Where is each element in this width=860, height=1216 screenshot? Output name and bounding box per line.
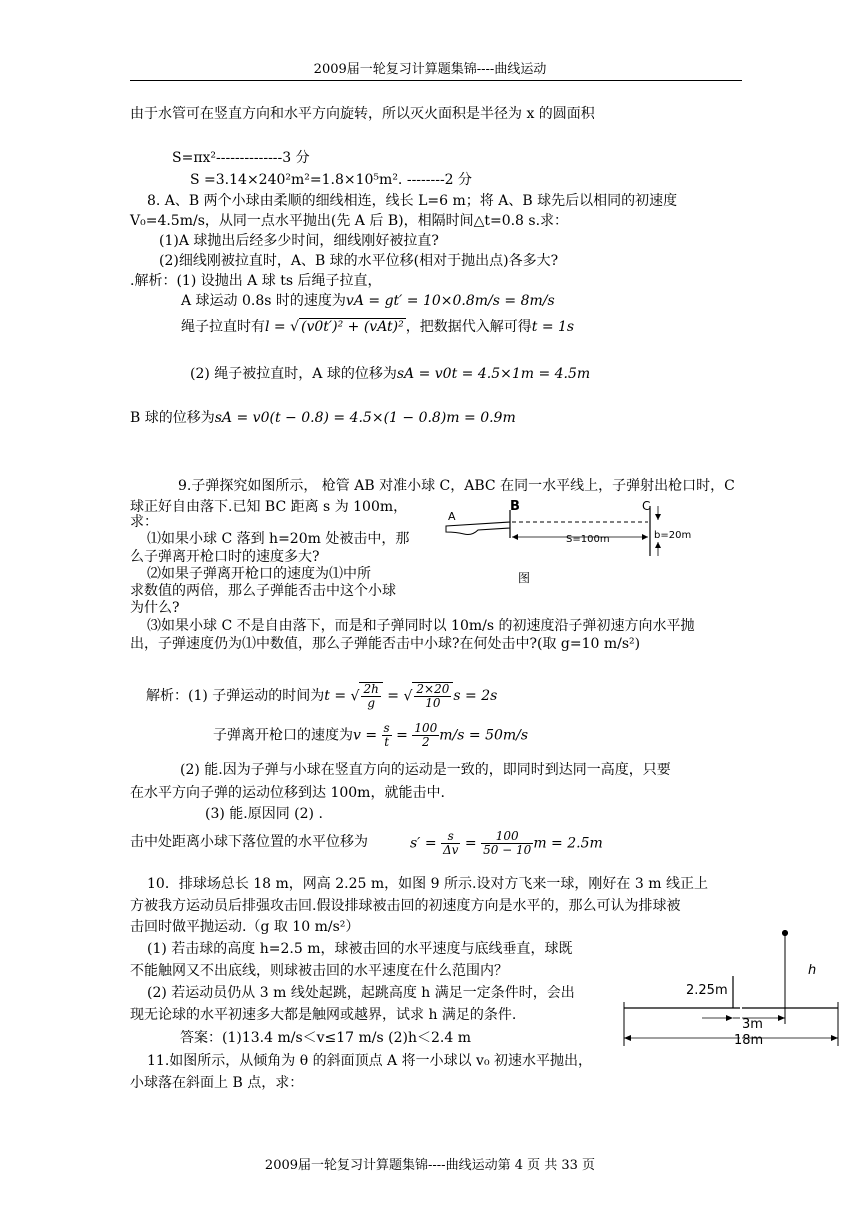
q9-sol5-lhs: s′ = [410, 835, 441, 852]
q9-sol2-text: 子弹离开枪口的速度为 [213, 727, 353, 744]
q9-sub2c: 为什么? [130, 600, 180, 616]
q11-line2: 小球落在斜面上 B 点，求： [130, 1075, 304, 1091]
q8-sol4-text: (2) 绳子被拉直时，A 球的位移为 [190, 366, 397, 382]
q9-sub1b: 么子弹离开枪口时的速度多大? [130, 549, 320, 565]
fig-label-a: A [448, 510, 456, 523]
q9-sol1-sqrt1: √ $\frac{2h}{g}$ [351, 682, 383, 710]
q9-gun-diagram [438, 498, 708, 588]
q9-sol1-f1-num: 2h [363, 682, 379, 696]
q9-sol5-tail: m = 2.5m [533, 835, 603, 852]
fig-label-b20: b=20m [654, 530, 692, 541]
q9-sol2-f2-num: 100 [414, 721, 438, 735]
q10-sub1a: (1) 若击球的高度 h=2.5 m，球被击回的水平速度与底线垂直，球既 [147, 941, 573, 957]
eighteen-m-arrowhead [624, 1035, 631, 1041]
q9-solution-3b: 在水平方向子弹的运动位移到达 100m，就能击中. [130, 785, 445, 801]
q10-line3: 击回时做平抛运动.（g 取 10 m/s²） [130, 919, 360, 935]
q9-solution-2: 子弹离开枪口的速度为v = $\frac{s}{t}$ = $\frac{100}{2}$ m/s = 50m/s [213, 721, 529, 750]
q9-sol2-f1-den: t [384, 735, 390, 750]
q8-sol4-eq: sA = v0t = 4.5×1m = 4.5m [396, 366, 591, 382]
q9-sol5-f1-num: s [441, 830, 460, 844]
q8-sol3-text: 绳子拉直时有 [181, 318, 265, 335]
page-footer: 2009届一轮复习计算题集锦----曲线运动第 4 页 共 33 页 [264, 1158, 596, 1173]
three-m-arrowhead [726, 1015, 733, 1021]
q9-sol5-text: 击中处距离小球下落位置的水平位移为 [130, 834, 368, 850]
q9-sol2-f1-num: s [383, 721, 390, 735]
q8-solution-4 [190, 366, 590, 383]
q9-sol2-tail: m/s = 50m/s [439, 727, 529, 744]
q9-sol1-f2-num: 2×20 [416, 682, 450, 696]
q10-sub2b: 现无论球的水平初速多大都是触网或越界，试求 h 满足的条件. [130, 1007, 517, 1023]
distance-arrow-right [642, 534, 648, 540]
q8-line1: 8. A、B 两个小球由柔顺的细线相连，线长 L=6 m；将 A、B 球先后以相同的初速度 [147, 193, 678, 209]
q10-sub1b: 不能触网又不出底线，则球被击回的水平速度在什么范围内？ [130, 963, 508, 979]
eighteen-m-label: 18m [734, 1033, 764, 1048]
q10-volleyball-court-diagram [622, 926, 764, 1050]
q9-sol5-f1-den: Δv [443, 843, 459, 858]
intro-line: 由于水管可在竖直方向和水平方向旋转，所以灭火面积是半径为 x 的圆面积 [130, 106, 595, 122]
fig-label-b: B [510, 499, 520, 514]
q9-sub3a: ⑶如果小球 C 不是自由落下，而是和子弹同时以 10m/s 的初速度沿子弹初速方向水平抛 [147, 618, 695, 634]
q11-line1: 11.如图所示，从倾角为 θ 的斜面顶点 A 将一小球以 v₀ 初速水平抛出， [147, 1053, 593, 1069]
distance-arrow-left [512, 534, 518, 540]
q8-sol3-result: t = 1s [531, 318, 575, 335]
q9-sol1-sqrt2: √ $\frac{2\times 20}{10}$ [403, 682, 453, 710]
q9-solution-4: (3) 能.原因同 (2) . [205, 806, 323, 822]
q8-sol3-sqrt: √ (v0t′)² + (vAt)² [290, 319, 404, 335]
eighteen-m-arrowhead-right [831, 1035, 838, 1041]
fig-caption: 图 [518, 571, 531, 585]
q8-sub2: (2)细线刚被拉直时，A、B 球的水平位移(相对于抛出点)各多大? [159, 253, 559, 269]
q9-sol1-f1-den: g [367, 696, 375, 711]
q10-line1: 10．排球场总长 18 m，网高 2.25 m，如图 9 所示.设对方飞来一球，刚好在 3 m 线正上 [147, 876, 708, 892]
three-m-arrowhead-right [778, 1015, 785, 1021]
q9-solution-1: 解析：(1) 子弹运动的时间为t = √ $\frac{2h}{g}$ = √ $\frac{2\times 20}{10}$ s = 2s [146, 682, 498, 711]
q8-solution-2 [181, 293, 555, 310]
q9-line1: 9.子弹探究如图所示， 枪管 AB 对准小球 C，ABC 在同一水平线上，子弹射出枪口时，C [178, 478, 735, 494]
gun-barrel-shape [446, 522, 510, 535]
q8-sol3-tail: ，把数据代入解可得 [405, 318, 532, 335]
q9-solution-3a: (2) 能.因为子弹与小球在竖直方向的运动是一致的，即同时到达同一高度，只要 [180, 762, 671, 778]
net-height-label: 2.25m [686, 983, 728, 998]
three-m-label: 3m [742, 1017, 763, 1032]
q8-sol5-text: B 球的位移为 [130, 410, 215, 426]
q8-sol3-radicand: (v0t′)² + (vAt)² [301, 319, 404, 335]
fig-label-c: C [642, 499, 651, 513]
q10-diagram-right [742, 926, 842, 1050]
q10-sub2a: (2) 若运动员仍从 3 m 线处起跳，起跳高度 h 满足一定条件时，会出 [147, 985, 575, 1001]
q9-sol5-f2-num: 100 [481, 830, 533, 844]
q9-sol2-lhs: v = [353, 727, 382, 744]
q8-sub1: (1)A 球抛出后经多少时间，细线刚好被拉直? [159, 233, 439, 249]
q9-sub2a: ⑵如果子弹离开枪口的速度为⑴中所 [147, 566, 371, 582]
q8-line2: V₀=4.5m/s，从同一点水平抛出(先 A 后 B)，相隔时间△t=0.8 s.求： [130, 213, 569, 229]
q9-sol1-text: 解析：(1) 子弹运动的时间为 [146, 688, 325, 705]
q9-sol1-f2-den: 10 [425, 696, 441, 711]
q8-sol5-eq: sA = v0(t − 0.8) = 4.5×(1 − 0.8)m = 0.9m [214, 410, 516, 426]
q9-sub3b: 出，子弹速度仍为⑴中数值，那么子弹能否击中小球?在何处击中?(取 g=10 m/s²) [130, 636, 641, 652]
ball-point-icon [782, 930, 788, 936]
q9-sub2b: 求数值的两倍，那么子弹能否击中这个小球 [130, 583, 396, 599]
q9-line2: 球正好自由落下.已知 BC 距离 s 为 100m， [130, 499, 408, 515]
formula-area-1: S=πx²--------------3 分 [172, 150, 310, 166]
q8-solution-1: .解析：(1) 设抛出 A 球 ts 后绳子拉直， [130, 273, 382, 289]
q9-solution-5-eq: s′ = $\frac{s}{\Delta v}$ = $\frac{100}{50 - 10}$ m = 2.5m [410, 829, 603, 858]
q9-sol1-tail: s = 2s [453, 688, 498, 705]
q10-line2: 方被我方运动员后排强攻击回.假设排球被击回的初速度方向是水平的，那么可认为排球被 [130, 898, 681, 914]
q8-sol3-lhs: l = [265, 318, 291, 335]
q9-sol5-f2-den: 50 − 10 [483, 843, 532, 858]
q8-sol2-eq: vA = gt′ = 10×0.8m/s = 8m/s [345, 293, 555, 309]
q9-sol2-f2-den: 2 [421, 735, 430, 750]
formula-area-2: S =3.14×240²m²=1.8×10⁵m². --------2 分 [190, 172, 473, 188]
height-arrowhead-bottom [655, 542, 661, 548]
header-rule [130, 80, 742, 81]
q8-solution-5 [130, 410, 516, 427]
page-header: 2009届一轮复习计算题集锦----曲线运动 [313, 62, 547, 77]
height-h-label: h [808, 963, 817, 978]
q9-sol1-lhs: t = [324, 688, 351, 705]
q9-sub1a: ⑴如果小球 C 落到 h=20m 处被击中，那 [147, 531, 410, 547]
q10-answer: 答案：(1)13.4 m/s＜v≤17 m/s (2)h＜2.4 m [180, 1030, 471, 1046]
q9-solution-5 [130, 834, 368, 851]
height-arrowhead-top [655, 514, 661, 520]
fig-label-s: S=100m [566, 534, 610, 545]
q8-sol2-text: A 球运动 0.8s 时的速度为 [181, 293, 346, 309]
q9-line3: 求： [130, 514, 158, 530]
q8-solution-3 [181, 318, 574, 336]
